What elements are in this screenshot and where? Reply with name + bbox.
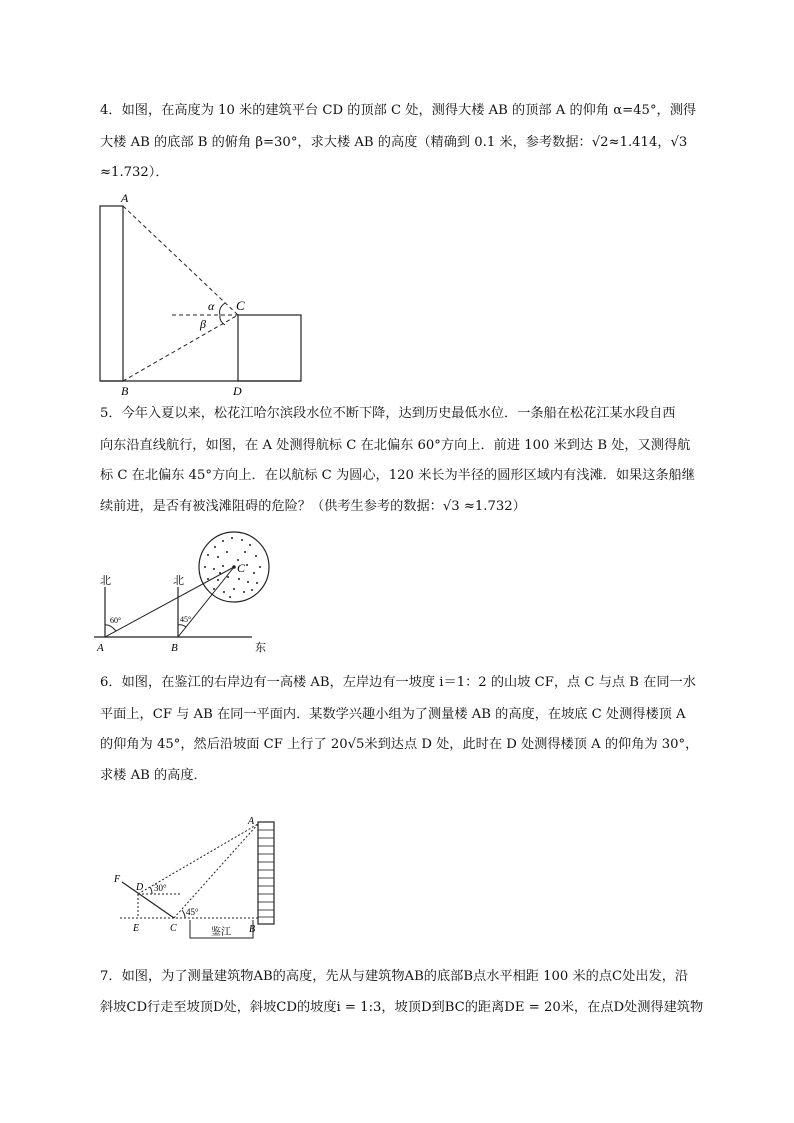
line-ac [105,567,234,637]
label-beta: β [200,317,206,331]
label-e: E [133,923,140,934]
label-c: C [237,561,246,575]
sight-line-ca [123,206,238,315]
problem-4-figure [90,188,320,398]
sight-line-ca [174,824,258,918]
label-east: 东 [255,642,266,654]
problem-5-line-3: 标 C 在北偏东 45°方向上．在以航标 C 为圆心，120 米长为半径的圆形区域内有浅滩．如果这条船继 [100,468,695,483]
label-angle-d: 30° [154,883,167,893]
label-a: A [248,816,255,827]
problem-6-line-3: 的仰角为 45°，然后沿坡面 CF 上行了 20√5米到达点 D 处，此时在 D 处测得楼顶 A 的仰角为 30°， [100,737,699,752]
problem-4-line-2: 大楼 AB 的底部 B 的俯角 β=30°，求大楼 AB 的高度（精确到 0.1 米，参考数据：√2≈1.414，√3 [100,135,688,150]
label-angle-b: 45° [180,615,192,624]
problem-6-figure [108,810,283,950]
angle-arc-beta [220,315,225,325]
label-b: B [171,642,178,654]
problem-4-line-1: 4．如图，在高度为 10 米的建筑平台 CD 的顶部 C 处，测得大楼 AB 的顶部 A 的仰角 α=45°，测得 [100,103,697,118]
angle-arc-c [182,910,185,918]
problem-6-line-4: 求楼 AB 的高度． [100,768,207,783]
label-alpha: α [208,299,215,313]
label-c: C [170,923,177,934]
label-c: C [236,298,245,313]
problem-7-line-2: 斜坡CD行走至坡顶D处，斜坡CD的坡度i = 1:3，坡顶D到BC的距离DE = 20米，在点D处测得建筑物 [100,1000,704,1015]
problem-5-figure [90,525,270,660]
problem-6-line-2: 平面上，CF 与 AB 在同一平面内．某数学兴趣小组为了测量楼 AB 的高度，在坡底 C 处测得楼顶 A [100,707,686,722]
label-angle-a: 60° [110,616,122,625]
label-angle-c: 45° [186,907,199,917]
label-d: D [233,384,242,398]
problem-6-line-1: 6．如图，在鉴江的右岸边有一高楼 AB，左岸边有一坡度 i＝1：2 的山坡 CF，点 C 与点 B 在同一水 [100,675,696,690]
building-ab [258,822,274,924]
label-north-b: 北 [173,575,184,587]
label-north-a: 北 [100,575,111,587]
label-a: A [97,642,104,654]
line-bc [178,567,234,637]
building-ab [100,206,123,381]
label-d: D [136,882,144,893]
angle-arc-d [150,887,152,894]
problem-5-line-4: 续前进，是否有被浅滩阻碍的危险？（供考生参考的数据：√3 ≈1.732） [100,499,526,514]
label-river: 鉴江 [211,927,231,938]
label-a: A [121,191,129,205]
angle-arc-alpha [220,303,225,315]
angle-arc-a [105,625,116,631]
problem-5-line-1: 5．今年入夏以来，松花江哈尔滨段水位不断下降，达到历史最低水位．一条船在松花江某水段自西 [100,406,676,421]
problem-5-line-2: 向东沿直线航行，如图，在 A 处测得航标 C 在北偏东 60°方向上．前进 100 米到达 B 处，又测得航 [100,438,691,453]
problem-7-line-1: 7．如图，为了测量建筑物AB的高度，先从与建筑物AB的底部B点水平相距 100 米的点C处出发，沿 [100,969,689,984]
angle-arc-b [178,625,186,627]
label-f: F [114,874,121,885]
problem-4-line-3: ≈1.732）． [100,165,169,180]
label-b: B [121,384,129,398]
sight-line-cb [123,315,238,381]
label-b: B [249,924,256,935]
platform-cd [238,315,301,381]
building-windows [258,830,274,917]
